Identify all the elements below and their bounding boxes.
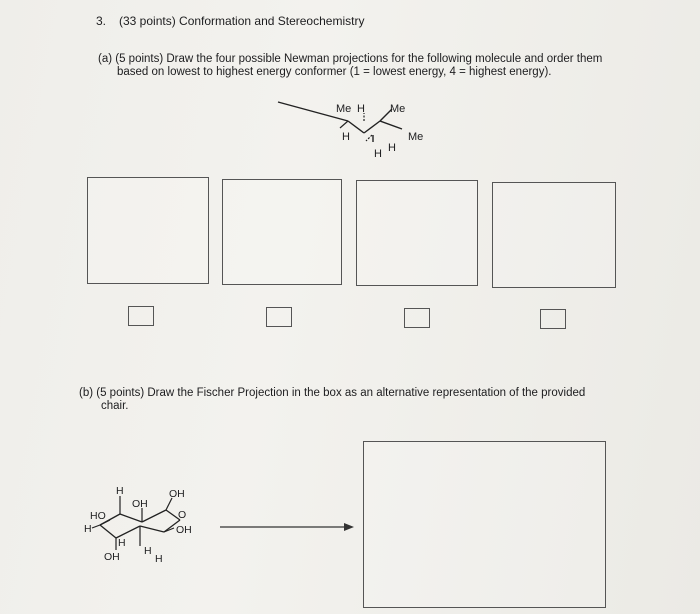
fischer-projection-box[interactable] bbox=[363, 441, 606, 608]
chair-label-h2: H bbox=[84, 523, 92, 535]
chair-label-h3: H bbox=[118, 537, 126, 549]
part-a-instructions-line2: based on lowest to highest energy conformer (1 = lowest energy, 4 = highest energy). bbox=[117, 66, 552, 78]
molecule-label-h-top: H bbox=[357, 103, 365, 115]
molecule-label-h-bottom-1: H bbox=[374, 148, 382, 160]
newman-box-4[interactable] bbox=[492, 182, 616, 288]
newman-box-1[interactable] bbox=[87, 177, 209, 284]
newman-box-3[interactable] bbox=[356, 180, 478, 286]
rank-box-2[interactable] bbox=[266, 307, 292, 327]
molecule-label-me-right: Me bbox=[408, 131, 424, 143]
chair-label-ho: HO bbox=[90, 510, 106, 522]
chair-label-h4: H bbox=[144, 545, 152, 557]
part-a-instructions-line1: (a) (5 points) Draw the four possible Newman projections for the following molecule and order them bbox=[98, 53, 603, 65]
part-b-instructions-line1: (b) (5 points) Draw the Fischer Projection in the box as an alternative representation of the provided bbox=[79, 387, 586, 399]
rank-box-3[interactable] bbox=[404, 308, 430, 328]
molecule-label-h-left: H bbox=[342, 131, 350, 143]
newman-box-2[interactable] bbox=[222, 179, 342, 285]
question-title: (33 points) Conformation and Stereochemistry bbox=[119, 14, 365, 28]
chair-label-h5: H bbox=[155, 553, 163, 565]
molecule-structure bbox=[270, 95, 440, 160]
chair-label-oh2: OH bbox=[169, 488, 185, 500]
arrow bbox=[218, 520, 358, 534]
chair-structure bbox=[80, 480, 210, 570]
chair-label-oh3: OH bbox=[176, 524, 192, 536]
part-b-instructions-line2: chair. bbox=[101, 400, 129, 412]
chair-label-o: O bbox=[178, 509, 187, 521]
chair-label-h1: H bbox=[116, 485, 124, 497]
chair-label-oh1: OH bbox=[132, 498, 148, 510]
molecule-label-me-top: Me bbox=[390, 103, 406, 115]
rank-box-1[interactable] bbox=[128, 306, 154, 326]
rank-box-4[interactable] bbox=[540, 309, 566, 329]
molecule-label-me-left: Me bbox=[336, 103, 352, 115]
question-number: 3. bbox=[96, 14, 107, 28]
chair-label-oh4: OH bbox=[104, 551, 120, 563]
molecule-label-h-bottom-2: H bbox=[388, 142, 396, 154]
